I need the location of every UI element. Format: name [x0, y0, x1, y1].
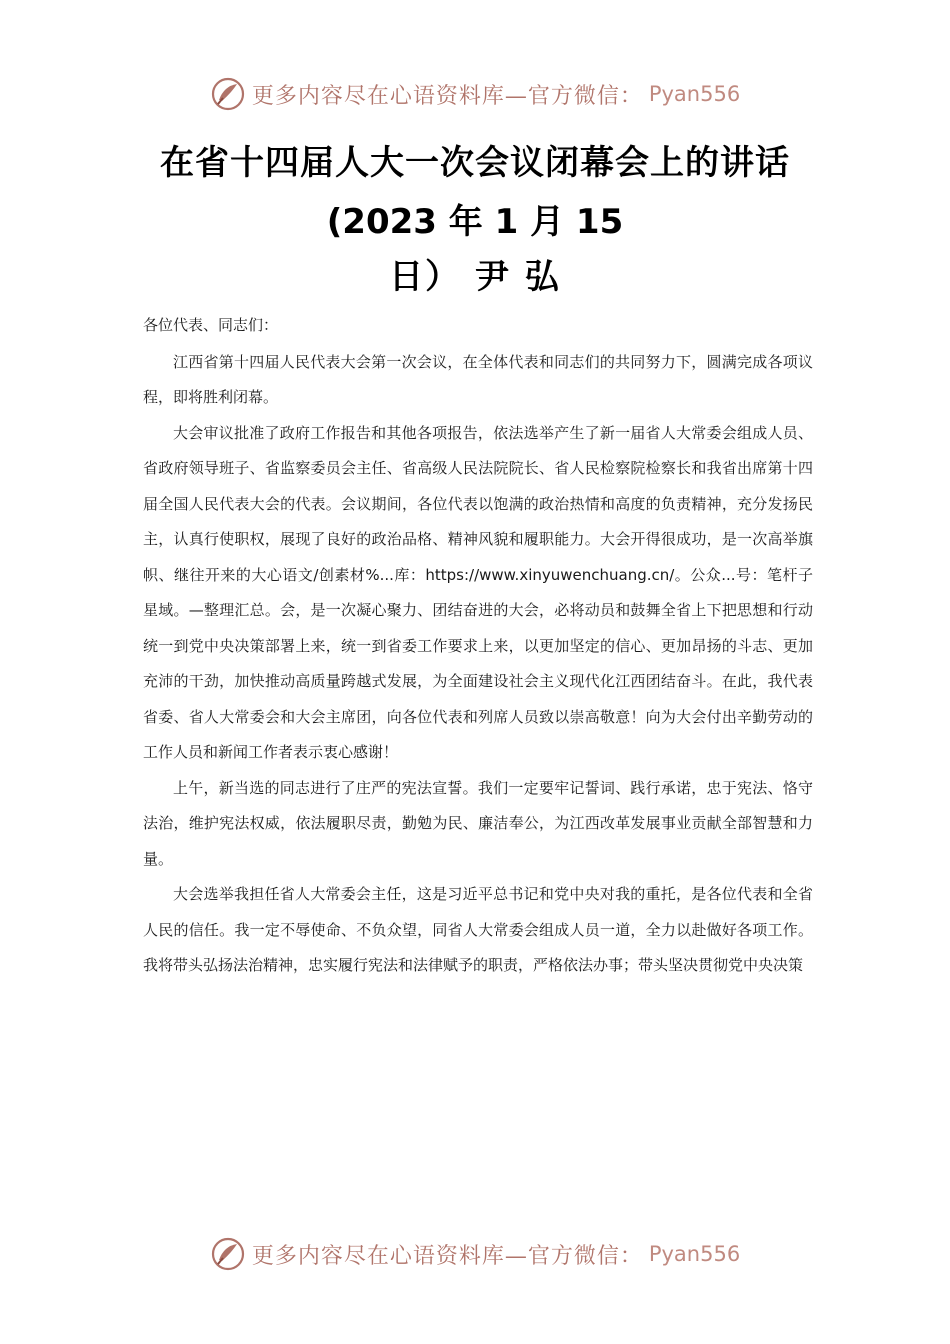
watermark-handle: Pyan556 [648, 1242, 741, 1266]
watermark-handle: Pyan556 [648, 82, 741, 106]
footer-watermark [0, 1232, 950, 1276]
document-date-author: 日） 尹 弘 [389, 257, 561, 297]
paragraph: 江西省第十四届人民代表大会第一次会议，在全体代表和同志们的共同努力下，圆满完成各项议程，即将胜利闭幕。 [143, 352, 813, 406]
document-date: (2023 年 1 月 15 [326, 202, 624, 242]
watermark-text: 更多内容尽在心语资料库—官方微信： [251, 1243, 643, 1269]
watermark-text: 更多内容尽在心语资料库—官方微信： [251, 83, 643, 109]
salutation: 各位代表、同志们： [143, 316, 279, 334]
header-watermark [0, 72, 950, 116]
paragraph: 大会审议批准了政府工作报告和其他各项报告，依法选举产生了新一届省人大常委会组成人员、省政府领导班子、省监察委员会主任、省高级人民法院院长、省人民检察院检察长和我省出席第十四届全国人民代表大会的代表。会议期间，各位代表以饱满的政治热情和高度的负责精神，充分发扬民主，认真行使职权，展现了良好的政治品格、精神风貌和履职能力。大会开得很成功，是一次高举旗帜、继往开来的大心语文/创素材%...库：https://www.xinyuwenchuang.cn/。公众...号：笔杆子星域。—整理汇总。会，是一次凝心聚力、团结奋进的大会，必将动员和鼓舞全省上下把思想和行动统一到党中央决策部署上来，统一到省委工作要求上来，以更加坚定的信心、更加昂扬的斗志、更加充沛的干劲，加快推动高质量跨越式发展，为全面建设社会主义现代化江西团结奋斗。在此，我代表省委、省人大常委会和大会主席团，向各位代表和列席人员致以崇高敬意！向为大会付出辛勤劳动的工作人员和新闻工作者表示衷心感谢！ [143, 423, 813, 761]
document-title: 在省十四届人大一次会议闭幕会上的讲话 [160, 143, 790, 183]
pen-logo-icon [210, 76, 246, 112]
document-body [143, 308, 813, 984]
paragraph: 上午，新当选的同志进行了庄严的宪法宣誓。我们一定要牢记誓词、践行承诺，忠于宪法、恪守法治，维护宪法权威，依法履职尽责，勤勉为民、廉洁奉公，为江西改革发展事业贡献全部智慧和力量。 [143, 778, 813, 868]
pen-logo-icon [210, 1236, 246, 1272]
paragraph: 大会选举我担任省人大常委会主任，这是习近平总书记和党中央对我的重托，是各位代表和全省人民的信任。我一定不辱使命、不负众望，同省人大常委会组成人员一道，全力以赴做好各项工作。我将带头弘扬法治精神，忠实履行宪法和法律赋予的职责，严格依法办事；带头坚决贯彻党中央决策 [143, 885, 813, 974]
